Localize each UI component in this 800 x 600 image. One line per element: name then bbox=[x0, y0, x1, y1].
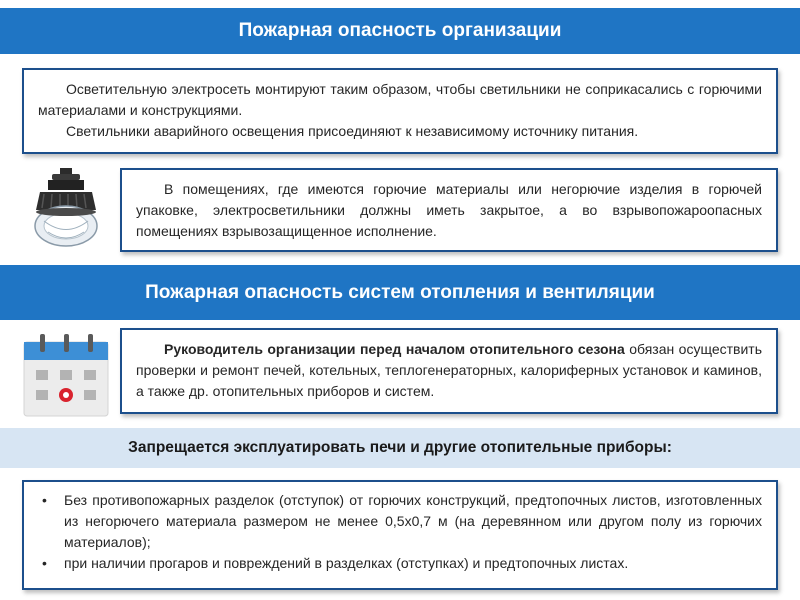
prohibition-list-box bbox=[22, 480, 778, 590]
closed-luminaires-box bbox=[120, 168, 778, 252]
manager-obligation-paragraph bbox=[136, 339, 762, 402]
list-item bbox=[38, 553, 762, 574]
prohibition-heading-text: Запрещается эксплуатировать печи и другие отопительные приборы: bbox=[128, 439, 672, 456]
calendar-icon bbox=[20, 330, 112, 420]
bullet-icon: • bbox=[42, 492, 47, 508]
industrial-lamp-icon bbox=[30, 166, 102, 256]
lighting-network-box bbox=[22, 68, 778, 154]
manager-obligation-lead: Руководитель организации перед началом отопительного сезона bbox=[164, 341, 625, 357]
section-title-heating bbox=[0, 265, 800, 320]
list-item-text: Без противопожарных разделок (отступок) от горючих конструкций, предтопочных листов, изготовленных из негорючего материала размером не менее 0,5х0,7 м (на деревянном или другом полу из горючих материалов); bbox=[64, 492, 762, 550]
list-item bbox=[38, 490, 762, 553]
bullet-icon: • bbox=[42, 555, 47, 571]
list-item-text: при наличии прогаров и повреждений в разделках (отступках) и предтопочных листах. bbox=[64, 555, 629, 571]
manager-obligation-box bbox=[120, 328, 778, 414]
section-title-organization-text: Пожарная опасность организации bbox=[238, 20, 562, 41]
emergency-lighting-paragraph: Светильники аварийного освещения присоединяют к независимому источнику питания. bbox=[66, 123, 639, 139]
manager-obligation-rest: обязан осуществить проверки и ремонт печей, котельных, теплогенераторных, калориферных установок и каминов, а также др. отопительных приборов и систем. bbox=[136, 341, 762, 399]
closed-luminaires-paragraph: В помещениях, где имеются горючие материалы или негорючие изделия в горючей упаковке, электросветильники должны иметь закрытое, а во взрывопожароопасных помещениях взрывозащищенное исполнение. bbox=[136, 181, 762, 239]
section-title-organization bbox=[0, 8, 800, 54]
section-title-heating-text: Пожарная опасность систем отопления и вентиляции bbox=[145, 281, 655, 303]
prohibition-list bbox=[38, 490, 762, 574]
prohibition-heading bbox=[0, 428, 800, 468]
lighting-network-paragraph: Осветительную электросеть монтируют таким образом, чтобы светильники не соприкасались с горючими материалами и конструкциями. bbox=[38, 81, 762, 118]
